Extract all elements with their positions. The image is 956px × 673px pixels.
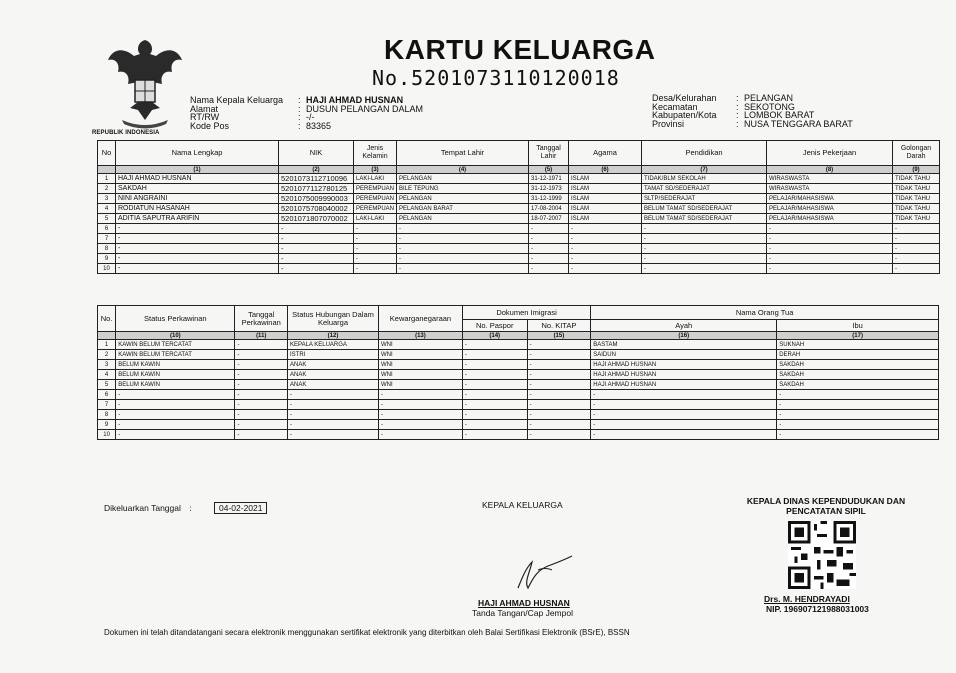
- col-header: Kewarganegaraan: [378, 306, 462, 332]
- table-cell: -: [462, 420, 527, 430]
- col-header: Nama Lengkap: [116, 141, 279, 166]
- col-header: Tanggal Perkawinan: [235, 306, 288, 332]
- table-cell: PELANGAN: [397, 194, 529, 204]
- header-row: Nama Kepala Keluarga : HAJI AHMAD HUSNAN: [190, 95, 404, 105]
- table-cell: ISLAM: [569, 214, 642, 224]
- table-cell: 8: [98, 410, 116, 420]
- table-cell: -: [378, 420, 462, 430]
- table-cell: -: [893, 254, 940, 264]
- table-cell: -: [116, 410, 235, 420]
- col-header: NIK: [279, 141, 354, 166]
- table-cell: -: [527, 390, 591, 400]
- e-sign-note: Dokumen ini telah ditandatangani secara elektronik menggunakan sertifikat elektronik yang diterbitkan oleh Balai Sertifikasi Elektronik (BSrE), BSSN: [104, 628, 630, 637]
- document-title: KARTU KELUARGA: [384, 34, 656, 65]
- kepala-keluarga-name: HAJI AHMAD HUSNAN: [478, 598, 570, 608]
- table-cell: -: [527, 360, 591, 370]
- table-cell: -: [354, 244, 397, 254]
- table-row: [98, 370, 939, 380]
- col-header: No.: [98, 306, 116, 332]
- table-cell: -: [288, 400, 379, 410]
- table-cell: LAKI-LAKI: [354, 174, 397, 184]
- table-cell: -: [527, 340, 591, 350]
- col-number: (9): [893, 166, 940, 174]
- table-cell: -: [462, 350, 527, 360]
- column-number-row: [98, 166, 940, 174]
- table-cell: -: [777, 410, 939, 420]
- table-cell: 4: [98, 370, 116, 380]
- table-cell: -: [116, 400, 235, 410]
- table-cell: 9: [98, 254, 116, 264]
- table-cell: -: [527, 370, 591, 380]
- table-cell: -: [378, 400, 462, 410]
- col-number: (3): [354, 166, 397, 174]
- header-row: RT/RW : -/-: [190, 112, 315, 122]
- table-cell: -: [235, 420, 288, 430]
- table-cell: -: [235, 380, 288, 390]
- table-cell: -: [642, 234, 767, 244]
- table-row: [98, 204, 940, 214]
- field-value: LOMBOK BARAT: [744, 110, 815, 120]
- status-table: [97, 305, 939, 440]
- header-row: Kabupaten/Kota : LOMBOK BARAT: [652, 110, 815, 120]
- table-cell: -: [462, 390, 527, 400]
- table-cell: 2: [98, 184, 116, 194]
- table-cell: -: [462, 410, 527, 420]
- table-cell: -: [116, 264, 279, 274]
- table-cell: -: [288, 420, 379, 430]
- col-number: (7): [642, 166, 767, 174]
- table-cell: -: [591, 400, 777, 410]
- issued-colon: :: [189, 503, 192, 513]
- table-row: [98, 350, 939, 360]
- table-cell: PELANGAN: [397, 174, 529, 184]
- table-cell: ISLAM: [569, 174, 642, 184]
- table-cell: 5: [98, 380, 116, 390]
- header-row: Kode Pos : 83365: [190, 120, 332, 131]
- table-cell: LAKI-LAKI: [354, 214, 397, 224]
- table-cell: -: [397, 244, 529, 254]
- members-table-body: [98, 174, 940, 274]
- table-cell: BASTAM: [591, 340, 777, 350]
- table-cell: SUKNAH: [777, 340, 939, 350]
- table-cell: -: [235, 370, 288, 380]
- table-cell: 3: [98, 360, 116, 370]
- table-cell: -: [529, 234, 569, 244]
- field-value: HAJI AHMAD HUSNAN: [306, 95, 404, 105]
- table-cell: SAKDAH: [777, 380, 939, 390]
- table-row: [98, 360, 939, 370]
- table-cell: -: [767, 244, 893, 254]
- table-cell: -: [591, 410, 777, 420]
- table-cell: -: [462, 360, 527, 370]
- table-cell: -: [777, 420, 939, 430]
- table-cell: 10: [98, 430, 116, 440]
- qr-code-icon: [782, 521, 862, 589]
- table-cell: -: [767, 264, 893, 274]
- table-cell: WNI: [378, 340, 462, 350]
- table-cell: PEREMPUAN: [354, 204, 397, 214]
- table-cell: 2: [98, 350, 116, 360]
- table-cell: -: [235, 430, 288, 440]
- col-header: No: [98, 141, 116, 166]
- table-cell: 17-08-2004: [529, 204, 569, 214]
- table-cell: -: [527, 350, 591, 360]
- col-header: Dokumen Imigrasi: [462, 306, 590, 320]
- table-cell: 5201073112710096: [279, 174, 354, 184]
- table-row: [98, 430, 939, 440]
- table-cell: -: [462, 430, 527, 440]
- header-left: [190, 96, 423, 130]
- table-cell: -: [116, 224, 279, 234]
- table-cell: HAJI AHMAD HUSNAN: [591, 360, 777, 370]
- table-cell: -: [893, 244, 940, 254]
- table-cell: ISLAM: [569, 204, 642, 214]
- col-header: Pendidikan: [642, 141, 767, 166]
- table-cell: HAJI AHMAD HUSNAN: [591, 380, 777, 390]
- table-cell: -: [116, 244, 279, 254]
- col-header: Golongan Darah: [893, 141, 940, 166]
- table-cell: TIDAK TAHU: [893, 184, 940, 194]
- table-cell: 1: [98, 340, 116, 350]
- table-cell: -: [527, 420, 591, 430]
- table-cell: -: [642, 254, 767, 264]
- table-cell: TIDAK/BLM SEKOLAH: [642, 174, 767, 184]
- table-cell: -: [378, 430, 462, 440]
- table-cell: -: [529, 224, 569, 234]
- table-cell: -: [235, 340, 288, 350]
- header-right: [652, 94, 853, 128]
- table-cell: -: [642, 264, 767, 274]
- table-cell: ANAK: [288, 370, 379, 380]
- field-value: NUSA TENGGARA BARAT: [744, 118, 853, 129]
- table-cell: -: [893, 234, 940, 244]
- table-cell: -: [777, 390, 939, 400]
- field-label: RT/RW: [190, 112, 220, 122]
- table-row: [98, 234, 940, 244]
- col-number: (8): [767, 166, 893, 174]
- col-number: (17): [777, 332, 939, 340]
- table-cell: 7: [98, 234, 116, 244]
- issued-date-block: [104, 502, 267, 514]
- table-cell: 6: [98, 224, 116, 234]
- table-cell: 3: [98, 194, 116, 204]
- table-cell: KEPALA KELUARGA: [288, 340, 379, 350]
- table-cell: SAKDAH: [116, 184, 279, 194]
- table-cell: -: [279, 244, 354, 254]
- col-number: (6): [569, 166, 642, 174]
- table-cell: -: [279, 234, 354, 244]
- table-cell: ANAK: [288, 360, 379, 370]
- kepala-keluarga-sub: Tanda Tangan/Cap Jempol: [472, 608, 573, 618]
- table-cell: 31-12-1971: [529, 174, 569, 184]
- table-cell: -: [378, 410, 462, 420]
- table-cell: -: [591, 430, 777, 440]
- table-row: [98, 184, 940, 194]
- col-number: (10): [116, 332, 235, 340]
- table-row: [98, 194, 940, 204]
- table-cell: -: [235, 350, 288, 360]
- signature-icon: [508, 548, 578, 594]
- table-cell: PELAJAR/MAHASISWA: [767, 204, 893, 214]
- table-cell: -: [116, 420, 235, 430]
- col-header: Status Hubungan Dalam Keluarga: [288, 306, 379, 332]
- table-cell: -: [529, 264, 569, 274]
- col-number: (15): [527, 332, 591, 340]
- table-cell: ANAK: [288, 380, 379, 390]
- table-cell: -: [527, 380, 591, 390]
- field-label: Desa/Kelurahan: [652, 93, 717, 103]
- table-cell: 7: [98, 400, 116, 410]
- table-row: [98, 390, 939, 400]
- table-cell: 9: [98, 420, 116, 430]
- table-cell: -: [777, 430, 939, 440]
- garuda-emblem-icon: [104, 36, 186, 132]
- table-cell: -: [591, 390, 777, 400]
- table-cell: -: [767, 224, 893, 234]
- table-row: [98, 174, 940, 184]
- table-cell: -: [235, 400, 288, 410]
- col-header: Status Perkawinan: [116, 306, 235, 332]
- table-cell: ISLAM: [569, 194, 642, 204]
- table-cell: -: [235, 410, 288, 420]
- table-row: [98, 400, 939, 410]
- table-cell: KAWIN BELUM TERCATAT: [116, 350, 235, 360]
- issued-label: Dikeluarkan Tanggal: [104, 503, 181, 513]
- table-cell: BELUM TAMAT SD/SEDERAJAT: [642, 204, 767, 214]
- table-cell: PEREMPUAN: [354, 194, 397, 204]
- table-cell: -: [777, 400, 939, 410]
- col-header: Ibu: [777, 320, 939, 332]
- table-cell: 5201075708040002: [279, 204, 354, 214]
- table-cell: TIDAK TAHU: [893, 174, 940, 184]
- table-row: [98, 224, 940, 234]
- dinas-nip: NIP. 196907121988031003: [766, 604, 869, 614]
- table-cell: ADITIA SAPUTRA ARIFIN: [116, 214, 279, 224]
- table-row: [98, 380, 939, 390]
- col-number: (4): [397, 166, 529, 174]
- table-cell: WNI: [378, 370, 462, 380]
- table-cell: PELAJAR/MAHASISWA: [767, 194, 893, 204]
- table-cell: SAIDUN: [591, 350, 777, 360]
- table-cell: BILE TEPUNG: [397, 184, 529, 194]
- col-header: Ayah: [591, 320, 777, 332]
- dinas-label: KEPALA DINAS KEPENDUDUKAN DAN PENCATATAN SIPIL: [746, 496, 906, 516]
- issued-date: 04-02-2021: [214, 502, 267, 514]
- col-number: (16): [591, 332, 777, 340]
- table-cell: BELUM TAMAT SD/SEDERAJAT: [642, 214, 767, 224]
- table-cell: SAKDAH: [777, 360, 939, 370]
- table-cell: -: [569, 224, 642, 234]
- dinas-name: Drs. M. HENDRAYADI: [764, 594, 850, 604]
- table-cell: 31-12-1973: [529, 184, 569, 194]
- table-cell: TIDAK TAHU: [893, 204, 940, 214]
- col-header: Jenis Kelamin: [354, 141, 397, 166]
- table-cell: -: [462, 400, 527, 410]
- field-label: Provinsi: [652, 118, 685, 129]
- header-row: Provinsi : NUSA TENGGARA BARAT: [652, 118, 853, 129]
- table-cell: 18-07-2007: [529, 214, 569, 224]
- table-cell: PELANGAN BARAT: [397, 204, 529, 214]
- table-cell: -: [569, 264, 642, 274]
- table-cell: -: [235, 390, 288, 400]
- table-cell: -: [529, 244, 569, 254]
- table-cell: PELANGAN: [397, 214, 529, 224]
- table-cell: HAJI AHMAD HUSNAN: [591, 370, 777, 380]
- table-cell: TIDAK TAHU: [893, 214, 940, 224]
- table-cell: -: [116, 430, 235, 440]
- table-cell: -: [397, 224, 529, 234]
- table-cell: -: [397, 234, 529, 244]
- table-cell: TIDAK TAHU: [893, 194, 940, 204]
- field-label: Kecamatan: [652, 101, 698, 112]
- table-cell: 1: [98, 174, 116, 184]
- table-cell: BELUM KAWIN: [116, 360, 235, 370]
- field-value: DUSUN PELANGAN DALAM: [306, 103, 424, 114]
- table-cell: -: [354, 254, 397, 264]
- col-header: Jenis Pekerjaan: [767, 141, 893, 166]
- field-value: SEKOTONG: [744, 101, 795, 112]
- field-value: -/-: [306, 112, 315, 122]
- table-row: [98, 420, 939, 430]
- table-cell: -: [569, 254, 642, 264]
- table-cell: 5201077112780125: [279, 184, 354, 194]
- header-row: Alamat : DUSUN PELANGAN DALAM: [190, 103, 424, 114]
- table-cell: -: [235, 360, 288, 370]
- table-row: [98, 244, 940, 254]
- table-cell: -: [116, 390, 235, 400]
- table-row: [98, 214, 940, 224]
- table-cell: RODIATUN HASANAH: [116, 204, 279, 214]
- kk-number: No.5201073110120018: [372, 66, 620, 90]
- table-cell: BELUM KAWIN: [116, 380, 235, 390]
- table-cell: -: [116, 254, 279, 264]
- table-cell: -: [527, 400, 591, 410]
- table-cell: -: [527, 430, 591, 440]
- col-header: No. KITAP: [527, 320, 591, 332]
- table-cell: -: [288, 430, 379, 440]
- table-row: [98, 410, 939, 420]
- table-cell: -: [288, 390, 379, 400]
- col-header: No. Paspor: [462, 320, 527, 332]
- header-row: Kecamatan : SEKOTONG: [652, 101, 795, 112]
- col-number: (11): [235, 332, 288, 340]
- table-cell: WIRASWASTA: [767, 174, 893, 184]
- table-cell: ISTRI: [288, 350, 379, 360]
- table-cell: 4: [98, 204, 116, 214]
- table-cell: TAMAT SD/SEDERAJAT: [642, 184, 767, 194]
- field-label: Kabupaten/Kota: [652, 110, 717, 120]
- table-cell: -: [569, 234, 642, 244]
- table-header-row: [98, 306, 939, 320]
- table-cell: -: [279, 254, 354, 264]
- table-cell: KAWIN BELUM TERCATAT: [116, 340, 235, 350]
- table-cell: SLTP/SEDERAJAT: [642, 194, 767, 204]
- table-cell: 10: [98, 264, 116, 274]
- table-header-row: [98, 141, 940, 166]
- table-cell: -: [462, 370, 527, 380]
- table-cell: -: [462, 380, 527, 390]
- table-cell: -: [529, 254, 569, 264]
- col-number: (2): [279, 166, 354, 174]
- table-cell: SAKDAH: [777, 370, 939, 380]
- table-cell: -: [378, 390, 462, 400]
- table-cell: WNI: [378, 350, 462, 360]
- field-label: Alamat: [190, 103, 219, 114]
- table-row: [98, 254, 940, 264]
- crest-label: REPUBLIK INDONESIA: [92, 130, 160, 136]
- table-cell: -: [767, 234, 893, 244]
- table-cell: -: [397, 264, 529, 274]
- table-row: [98, 264, 940, 274]
- table-cell: DERAH: [777, 350, 939, 360]
- table-cell: -: [462, 340, 527, 350]
- table-cell: -: [354, 224, 397, 234]
- table-cell: BELUM KAWIN: [116, 370, 235, 380]
- table-cell: -: [569, 244, 642, 254]
- col-number: (12): [288, 332, 379, 340]
- table-cell: -: [642, 224, 767, 234]
- header-row: Desa/Kelurahan : PELANGAN: [652, 93, 794, 103]
- col-header: Tanggal Lahir: [529, 141, 569, 166]
- col-number: (14): [462, 332, 527, 340]
- table-cell: -: [397, 254, 529, 264]
- col-number: (1): [116, 166, 279, 174]
- col-header: Nama Orang Tua: [591, 306, 939, 320]
- table-cell: -: [288, 410, 379, 420]
- col-header: Tempat Lahir: [397, 141, 529, 166]
- table-cell: -: [893, 224, 940, 234]
- table-cell: 5: [98, 214, 116, 224]
- table-cell: ISLAM: [569, 184, 642, 194]
- field-label: Nama Kepala Keluarga: [190, 95, 284, 105]
- kepala-keluarga-label: KEPALA KELUARGA: [482, 500, 563, 510]
- field-label: Kode Pos: [190, 120, 230, 131]
- table-cell: -: [354, 264, 397, 274]
- table-cell: PEREMPUAN: [354, 184, 397, 194]
- table-row: [98, 340, 939, 350]
- table-cell: -: [591, 420, 777, 430]
- col-header: Agama: [569, 141, 642, 166]
- field-value: PELANGAN: [744, 93, 794, 103]
- table-cell: -: [354, 234, 397, 244]
- table-cell: -: [642, 244, 767, 254]
- table-cell: PELAJAR/MAHASISWA: [767, 214, 893, 224]
- table-cell: 31-12-1999: [529, 194, 569, 204]
- table-cell: HAJI AHMAD HUSNAN: [116, 174, 279, 184]
- col-number: (5): [529, 166, 569, 174]
- status-table-body: [98, 340, 939, 440]
- table-cell: NINI ANGRAINI: [116, 194, 279, 204]
- table-cell: -: [893, 264, 940, 274]
- table-cell: 5201071807070002: [279, 214, 354, 224]
- table-cell: -: [527, 410, 591, 420]
- members-table: [97, 140, 940, 274]
- column-number-row: [98, 332, 939, 340]
- table-cell: WNI: [378, 360, 462, 370]
- table-cell: -: [279, 224, 354, 234]
- col-number: (13): [378, 332, 462, 340]
- table-cell: WIRASWASTA: [767, 184, 893, 194]
- table-cell: 5201075009990003: [279, 194, 354, 204]
- table-cell: WNI: [378, 380, 462, 390]
- table-cell: 8: [98, 244, 116, 254]
- table-cell: -: [116, 234, 279, 244]
- table-cell: 6: [98, 390, 116, 400]
- field-value: 83365: [306, 120, 332, 131]
- table-cell: -: [279, 264, 354, 274]
- table-cell: -: [767, 254, 893, 264]
